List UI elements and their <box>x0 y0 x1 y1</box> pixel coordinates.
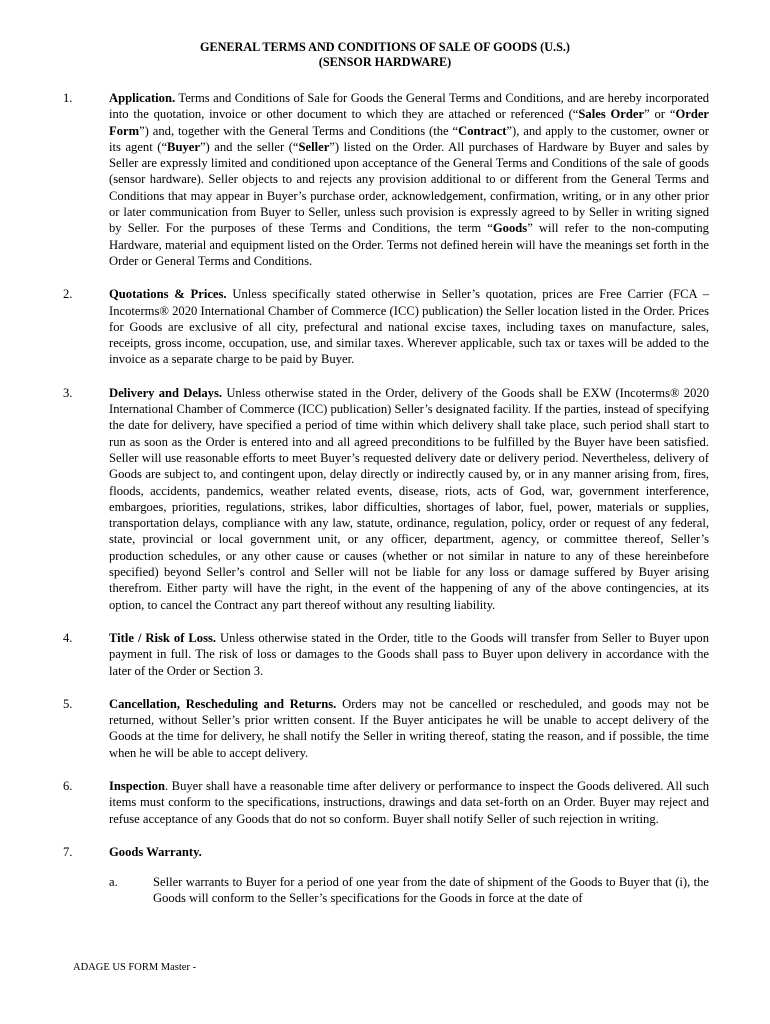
defined-term: Buyer <box>167 139 200 154</box>
section-paragraph <box>109 286 709 367</box>
section-1 <box>0 90 770 269</box>
section-text: Unless specifically stated otherwise in Seller’s quotation, prices are Free Carrier (FCA – Incoterms® 2020 International Chamber of Commerce (ICC) publication) the Seller location listed in the Order. Prices for Goods are exclusive of all city, prefectural and national excise taxes, including taxes on manufacture, sales, receipts, gross income, occupation, use, and similar taxes. Wherever applicable, such tax or taxes will be added to the invoice as a separate charge to be paid by Buyer. <box>109 287 709 367</box>
document-title <box>0 40 770 70</box>
title-line-2: (SENSOR HARDWARE) <box>318 55 452 69</box>
defined-term: Goods <box>492 221 528 236</box>
section-heading: Application. <box>109 91 176 105</box>
section-paragraph <box>109 844 709 860</box>
section-7 <box>0 844 770 907</box>
section-number: 3. <box>63 385 73 400</box>
defined-term: Seller <box>298 139 330 154</box>
section-number: 5. <box>63 696 73 711</box>
section-5 <box>0 696 770 761</box>
subsection-paragraph: Seller warrants to Buyer for a period of one year from the date of shipment of the Goods to Buyer that (i), the Goods will conform to the Seller’s specifications for the Goods in force at the date of <box>153 875 709 906</box>
section-3 <box>0 385 770 613</box>
subsection-letter: a. <box>109 875 118 890</box>
title-line-1: GENERAL TERMS AND CONDITIONS OF SALE OF GOODS (U.S.) <box>200 40 570 54</box>
defined-term: Sales Order <box>578 107 645 122</box>
terms-sections <box>0 90 770 924</box>
section-text: ” will refer to the non-computing Hardware, material and equipment listed on the Order. Terms not defined herein will have the meanings set forth in the Order or General Terms and Conditions. <box>109 221 709 268</box>
section-text: ”) listed on the Order. All purchases of Hardware by Buyer and sales by Seller are expressly limited and conditioned upon acceptance of the General Terms and Conditions of the sale of goods (sensor hardware). Seller objects to and rejects any provision additional to or different from the General Terms and Conditions that may appear in Buyer’s purchase order, acknowledgement, confirmation, writing, or in any other prior or later communication from Buyer to Seller, unless such provision is expressly agreed to by Seller in writing signed by Seller. For the purposes of these Terms and Conditions, the term “ <box>109 139 709 236</box>
section-heading: Title / Risk of Loss. <box>109 630 217 645</box>
section-number: 7. <box>63 844 73 859</box>
section-number: 2. <box>63 287 73 302</box>
section-heading: Quotations & Prices. <box>109 287 227 302</box>
section-text: ” or “ <box>644 107 676 122</box>
subsection-a <box>0 874 770 907</box>
section-heading: Goods Warranty. <box>109 844 202 859</box>
page-footer: ADAGE US FORM Master - <box>73 962 197 973</box>
section-text: Unless otherwise stated in the Order, delivery of the Goods shall be EXW (Incoterms® 2020 International Chamber of Commerce (ICC) publication) Seller’s designated facility. If the parties, instead of specifying the date for delivery, have specified a period of time within which delivery shall take place, such period shall start to run as soon as the Order is entered into and all agreed preconditions to be fulfilled by the Buyer have been satisfied. Seller will use reasonable efforts to meet Buyer’s requested delivery date or delivery period. Nevertheless, delivery of Goods are subject to, and contingent upon, delay directly or indirectly caused by, or in any manner arising from, fires, floods, accidents, pandemics, weather related events, disease, riots, acts of God, war, government interference, embargoes, priorities, regulations, strikes, labor difficulties, shortages of labor, fuel, power, materials or supplies, transportation delays, compliance with any law, statute, ordinance, regulation, policy, order or request of any federal, state, provincial or local government unit, or any officer, department, agency, or committee thereof, Seller’s production schedules, or any other cause or causes (whether or not similar in nature to any of these hereinbefore specified) beyond Seller’s control and Seller will not be liable for any loss or damage suffered by Buyer arising therefrom. Either party will have the right, in the event of the happening of any of the above contingencies, at its option, to cancel the Contract any part thereof without any resulting liability. <box>109 385 709 612</box>
section-text: ”) and the seller (“ <box>199 139 299 154</box>
section-number: 1. <box>63 91 73 105</box>
section-2 <box>0 286 770 367</box>
section-text: ”) and, together with the General Terms and Conditions (the “ <box>139 123 459 138</box>
section-paragraph <box>109 385 709 613</box>
section-number: 6. <box>63 778 73 793</box>
section-text: ”), and apply to the customer, owner or its agent (“ <box>109 123 709 154</box>
defined-term: Contract <box>458 123 507 138</box>
section-paragraph <box>109 778 709 827</box>
defined-term: Order Form <box>109 107 710 138</box>
section-text: . Buyer shall have a reasonable time after delivery or performance to inspect the Goods delivered. All such items must conform to the specifications, instructions, drawings and data set-forth on an Order. Buyer may reject and refuse acceptance of any Goods that do not so conform. Buyer shall notify Seller of such rejection in writing. <box>109 778 709 826</box>
section-paragraph <box>109 696 709 761</box>
section-text: Orders may not be cancelled or rescheduled, and goods may not be returned, without Seller’s prior written consent. If the Buyer anticipates he will be unable to accept delivery of the Goods at the time for delivery, he shall notify the Seller in writing thereof, stating the reason, and if possible, the time when he will be able to accept delivery. <box>109 696 709 760</box>
section-4 <box>0 630 770 679</box>
section-heading: Delivery and Delays. <box>109 385 223 400</box>
section-6 <box>0 778 770 827</box>
section-text: Terms and Conditions of Sale for Goods the General Terms and Conditions, and are hereby incorporated into the quotation, invoice or other document to which they are attached or referenced (“ <box>109 91 710 122</box>
section-heading: Inspection <box>109 778 165 793</box>
section-number: 4. <box>63 630 73 645</box>
section-heading: Cancellation, Rescheduling and Returns. <box>109 696 337 711</box>
section-text: Unless otherwise stated in the Order, title to the Goods will transfer from Seller to Buyer upon payment in full. The risk of loss or damages to the Goods shall pass to Buyer upon delivery in accordance with the later of the Order or Section 3. <box>109 630 709 678</box>
section-paragraph <box>109 90 709 269</box>
section-paragraph <box>109 630 709 679</box>
